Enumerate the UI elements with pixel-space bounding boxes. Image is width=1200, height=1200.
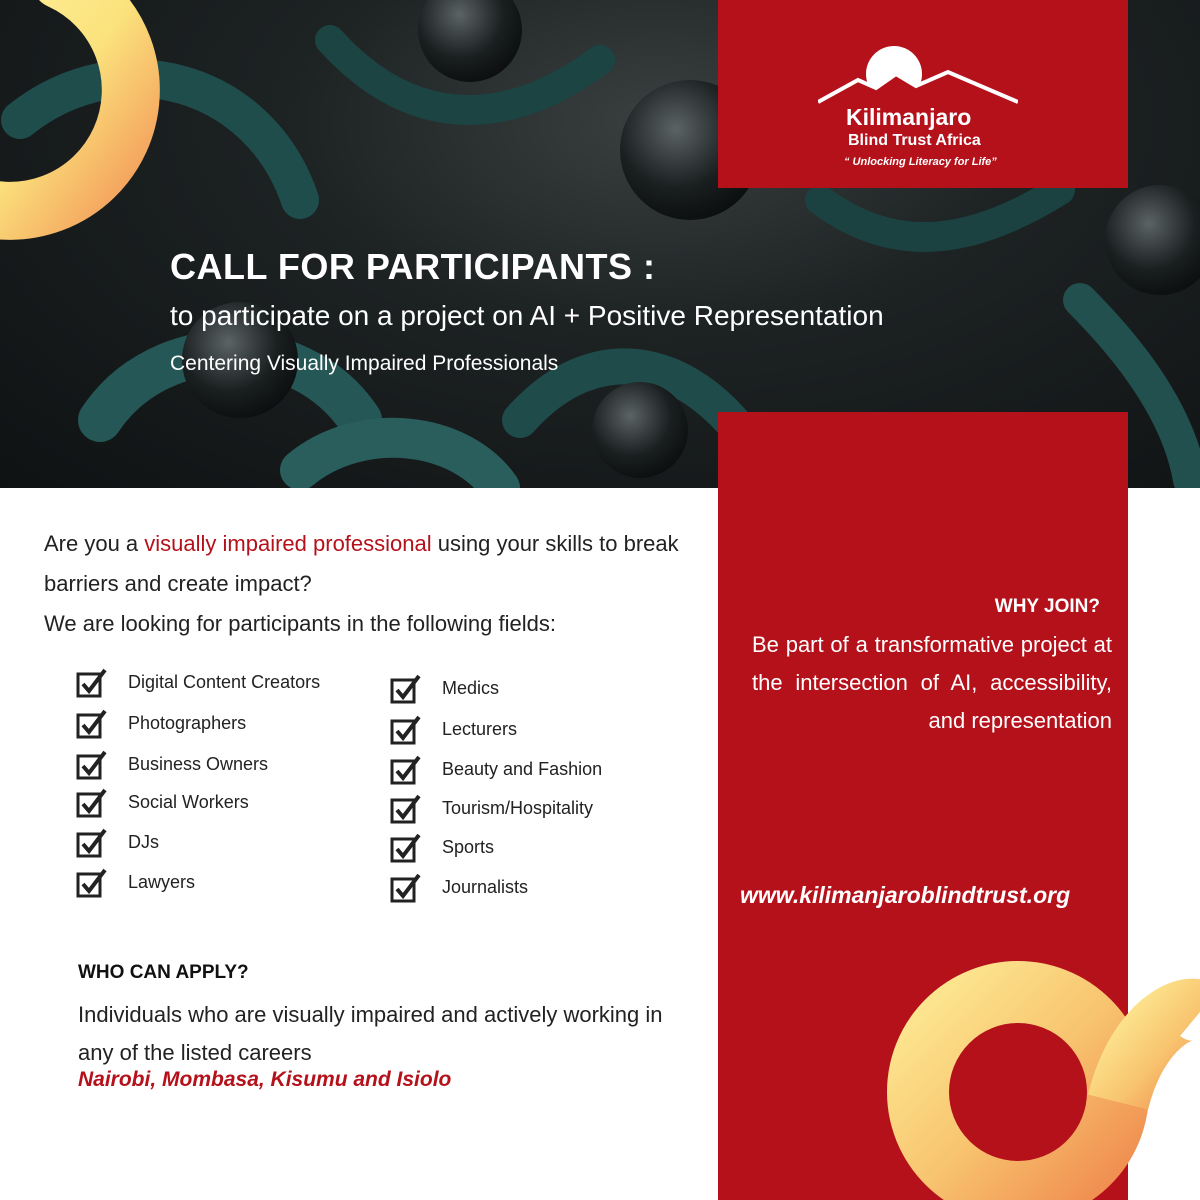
checkbox-check-icon <box>76 868 108 898</box>
checkbox-check-icon <box>390 674 422 704</box>
why-join-panel <box>718 412 1128 1200</box>
why-join-text: Be part of a transformative project at the intersection of AI, accessibility, and representation <box>752 632 1112 733</box>
field-label: Digital Content Creators <box>128 672 321 692</box>
decorative-swirl <box>718 412 1200 1200</box>
intro-fields-line: We are looking for participants in the following fields: <box>44 611 556 636</box>
checkbox-check-icon <box>76 788 108 818</box>
locations-list: Nairobi, Mombasa, Kisumu and Isiolo <box>78 1068 452 1091</box>
logo-name: Kilimanjaro <box>846 104 972 130</box>
field-label: Tourism/Hospitality <box>442 798 594 818</box>
checkbox-check-icon <box>390 794 422 824</box>
field-label: Medics <box>442 678 500 698</box>
checkbox-check-icon <box>76 668 108 698</box>
field-label: Lawyers <box>128 872 196 892</box>
hero-subtitle: to participate on a project on AI + Positive Representation <box>170 300 884 331</box>
field-label: Beauty and Fashion <box>442 759 603 779</box>
intro-suffix: using your skills to break barriers and create impact? <box>44 531 679 596</box>
intro-prefix: Are you a <box>44 531 145 556</box>
field-label: Business Owners <box>128 754 269 774</box>
field-label: DJs <box>128 832 159 852</box>
checkbox-check-icon <box>390 873 422 903</box>
field-label: Photographers <box>128 713 247 733</box>
checkbox-check-icon <box>390 833 422 863</box>
field-label: Social Workers <box>128 792 249 812</box>
field-label: Lecturers <box>442 719 518 739</box>
why-join-title: WHY JOIN? <box>994 596 1100 617</box>
intro-paragraph <box>44 524 724 644</box>
field-label: Sports <box>442 837 495 857</box>
website-link[interactable]: www.kilimanjaroblindtrust.org <box>740 882 1071 908</box>
logo-tagline: “ Unlocking Literacy for Life” <box>844 156 997 168</box>
checkbox-check-icon <box>390 715 422 745</box>
hero-title: CALL FOR PARTICIPANTS : <box>170 246 656 287</box>
mountain-sun-logo-icon <box>818 44 1018 104</box>
hero-subtitle-secondary: Centering Visually Impaired Professionals <box>170 352 559 375</box>
checkbox-check-icon <box>76 828 108 858</box>
logo-block <box>718 0 1128 188</box>
who-can-apply-text: Individuals who are visually impaired and actively working in any of the listed careers <box>78 1002 663 1065</box>
who-can-apply-title: WHO CAN APPLY? <box>78 962 249 983</box>
intro-highlight: visually impaired professional <box>144 531 432 556</box>
checkbox-check-icon <box>390 755 422 785</box>
field-label: Journalists <box>442 877 529 897</box>
checkbox-check-icon <box>76 750 108 780</box>
checkbox-check-icon <box>76 709 108 739</box>
logo-name-secondary: Blind Trust Africa <box>848 132 981 149</box>
